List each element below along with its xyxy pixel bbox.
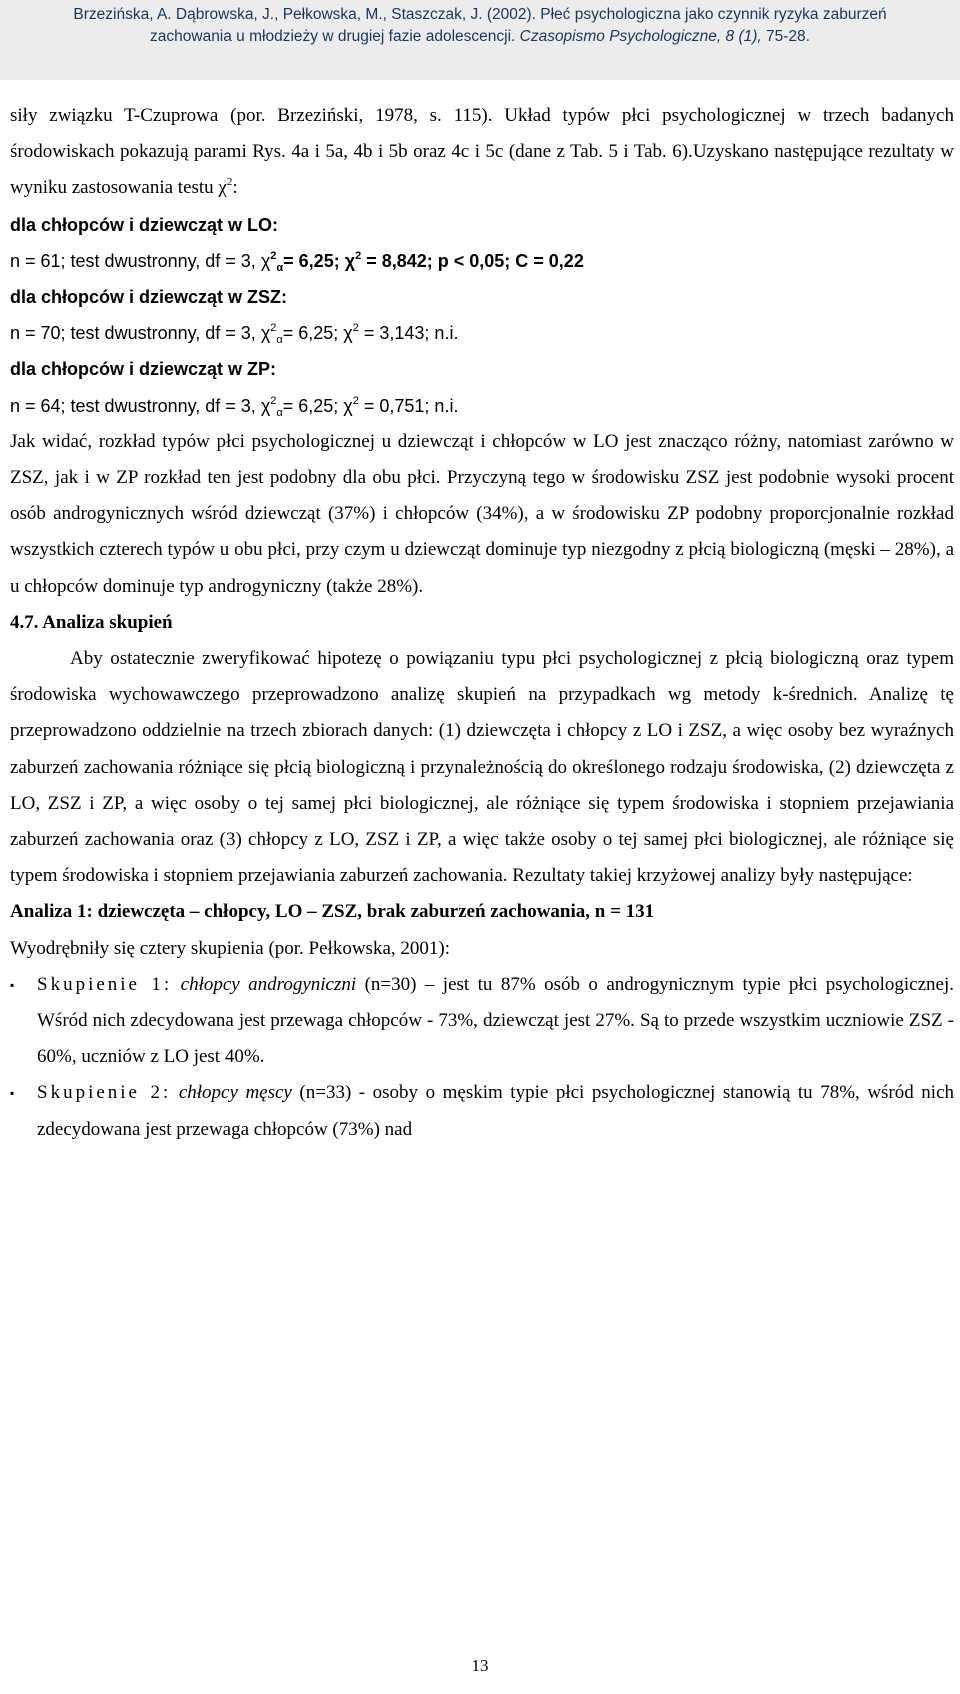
citation-title-end: zachowania u młodzieży w drugiej fazie adolescencji.: [150, 28, 520, 45]
cluster-name: chłopcy męscy: [178, 1082, 292, 1104]
citation-line-2: [0, 26, 960, 48]
bullet-icon: ▪: [10, 1086, 15, 1101]
page-body: [10, 98, 954, 1148]
section-paragraph: Aby ostatecznie zweryfikować hipotezę o powiązaniu typu płci psychologicznej z płcią biologiczną oraz typem środowiska wychowawczego przeprowadzono analizę skupień na przypadkach wg metody k-średnich. Analizę tę przeprowadzono oddzielnie na trzech zbiorach danych: (1) dziewczęta i chłopcy z LO i ZSZ, a więc osoby bez wyraźnych zaburzeń zachowania różniące się płcią biologiczną i przynależnością do określonego rodzaju środowiska, (2) dziewczęta z LO, ZSZ i ZP, a więc osoby o tej samej płci biologicznej, ale różniące się typem środowiska i stopniem przejawiania zaburzeń zachowania oraz (3) chłopcy z LO, ZSZ i ZP, a więc także osoby o tej samej płci biologicznej, ale różniące się typem środowiska i stopniem przejawiania zaburzeń zachowania. Rezultaty takiej krzyżowej analizy były następujące:: [10, 648, 954, 887]
analysis-intro: Wyodrębniły się cztery skupienia (por. Pełkowska, 2001):: [10, 937, 450, 959]
section-heading: 4.7. Analiza skupień: [10, 611, 173, 633]
citation-journal: Czasopismo Psychologiczne, 8 (1),: [519, 28, 762, 45]
zsz-heading: dla chłopców i dziewcząt w ZSZ:: [10, 287, 288, 308]
lo-result: [10, 243, 954, 279]
zsz-chi-sup: 2: [352, 322, 359, 335]
lo-chi-alpha-sup: 2: [270, 249, 277, 262]
cluster-description: (n=33) - osoby o męskim typie płci psychologicznej stanowią tu 78%, wśród nich zdecydowana jest przewaga chłopców (73%) nad: [37, 1082, 955, 1140]
zp-result-b: = 6,25; χ: [282, 395, 353, 416]
zsz-result-b: = 6,25; χ: [282, 323, 353, 344]
lo-chi-sup: 2: [355, 249, 362, 262]
cluster-list: [10, 967, 954, 1148]
lo-result-b: = 6,25; χ: [283, 250, 356, 271]
lo-alpha-sub: α: [276, 261, 284, 274]
zsz-alpha-sub: α: [276, 334, 283, 347]
lo-heading: dla chłopców i dziewcząt w LO:: [10, 214, 279, 235]
intro-text: siły związku T-Czuprowa (por. Brzeziński, 1978, s. 115). Układ typów płci psychologicznej w trzech badanych środowiskach pokazują parami Rys. 4a i 5a, 4b i 5b oraz 4c i 5c (dane z Tab. 5 i Tab. 6).: [10, 105, 954, 163]
zsz-result-a: n = 70; test dwustronny, df = 3, χ: [10, 323, 271, 344]
zsz-result-c: = 3,143; n.i.: [358, 323, 459, 344]
lo-result-a: n = 61; test dwustronny, df = 3, χ: [10, 250, 271, 271]
zp-chi-sup: 2: [352, 394, 359, 407]
citation-line-1: Brzezińska, A. Dąbrowska, J., Pełkowska, M., Staszczak, J. (2002). Płeć psychologiczna jako czynnik ryzyka zaburzeń: [73, 6, 887, 23]
lo-result-c: = 8,842; p < 0,05; C = 0,22: [361, 250, 584, 271]
list-item: [10, 1075, 954, 1147]
cluster-label: Skupienie 2:: [37, 1082, 172, 1104]
zp-alpha-sub: α: [276, 406, 283, 419]
intro-chi-text: Uzyskano następujące rezultaty w wyniku zastosowania testu χ: [10, 141, 954, 199]
zp-result: [10, 388, 954, 424]
zp-result-a: n = 64; test dwustronny, df = 3, χ: [10, 395, 271, 416]
chi-superscript: 2: [226, 176, 233, 189]
zp-heading: dla chłopców i dziewcząt w ZP:: [10, 359, 277, 380]
intro-colon: :: [232, 177, 238, 199]
cluster-description: (n=30) – jest tu 87% osób o androgynicznym typie płci psychologicznej. Wśród nich zdecydowana jest przewaga chłopców - 73%, dziewcząt jest 27%. Są to przede wszystkim uczniowie ZSZ - 60%, uczniów z LO jest 40%.: [37, 973, 954, 1068]
intro-paragraph: [10, 98, 954, 207]
zp-chi-alpha-sup: 2: [270, 394, 277, 407]
citation-pages: 75-28.: [761, 28, 810, 45]
bullet-icon: ▪: [10, 977, 15, 992]
zp-result-c: = 0,751; n.i.: [358, 395, 459, 416]
cluster-label: Skupienie 1:: [37, 973, 173, 995]
discussion-paragraph: Jak widać, rozkład typów płci psychologicznej u dziewcząt i chłopców w LO jest znacząco różny, natomiast zarówno w ZSZ, jak i w ZP rozkład ten jest podobny dla obu płci. Przyczyną tego w środowisku ZSZ jest podobnie wysoki procent osób androgynicznych wśród dziewcząt (37%) i chłopców (34%), a w środowisku ZP podobny proporcjonalnie rozkład wszystkich czterech typów u obu płci, przy czym u dziewcząt dominuje typ niezgodny z płcią biologiczną (męski – 28%), a u chłopców dominuje typ androgyniczny (także 28%).: [10, 430, 954, 597]
citation-header: [0, 0, 960, 80]
zsz-chi-alpha-sup: 2: [270, 322, 277, 335]
cluster-name: chłopcy androgyniczni: [180, 973, 357, 995]
zsz-result: [10, 315, 954, 351]
analysis-heading: Analiza 1: dziewczęta – chłopcy, LO – ZSZ, brak zaburzeń zachowania, n = 131: [10, 901, 655, 923]
page-number: 13: [471, 1656, 489, 1675]
list-item: [10, 967, 954, 1076]
